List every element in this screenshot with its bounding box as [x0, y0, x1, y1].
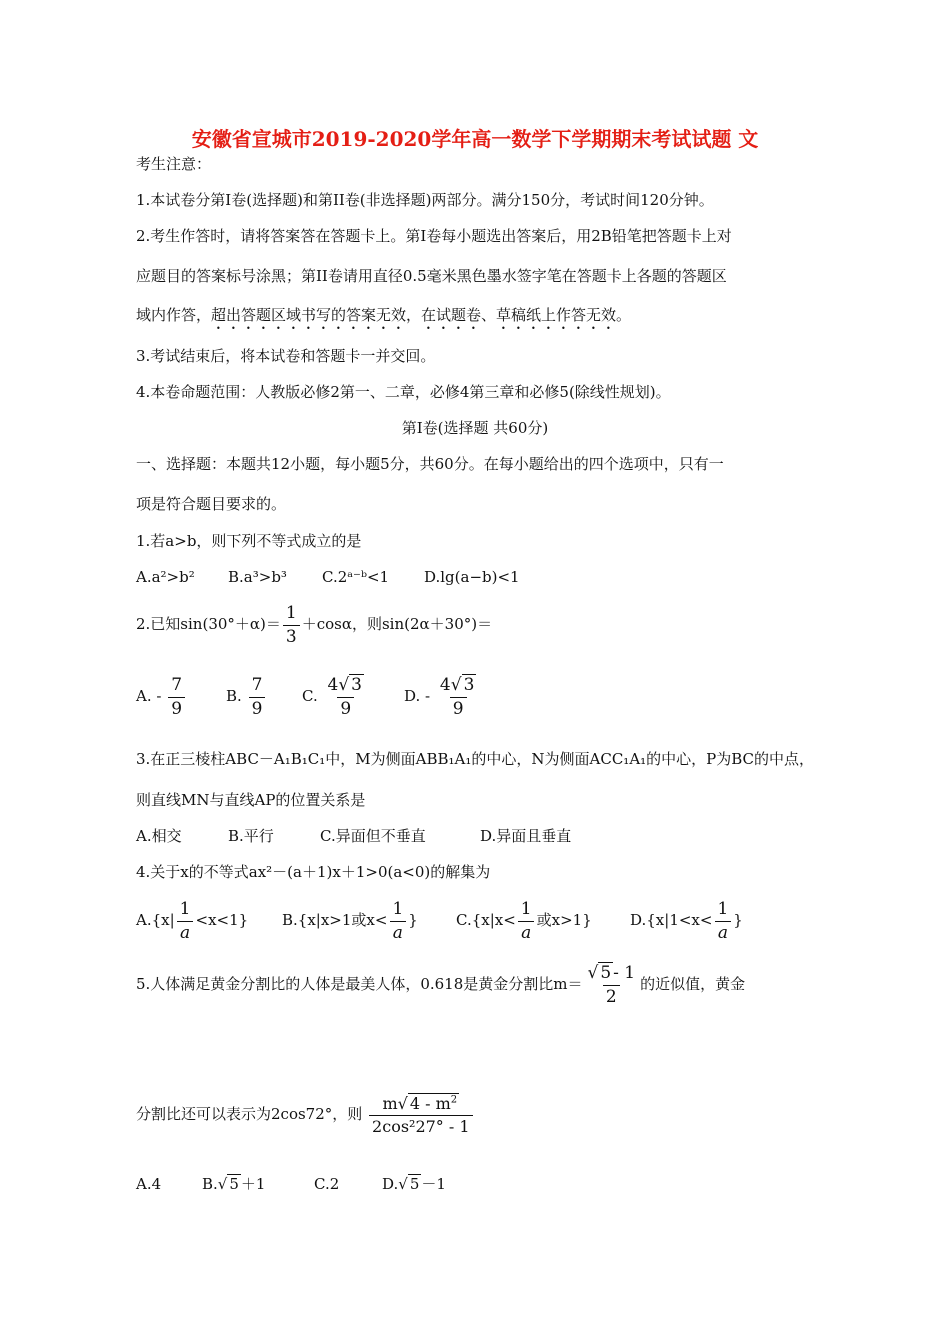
fraction-denominator: 9: [450, 697, 467, 718]
notice-item-2-line-2: 应题目的答案标号涂黑；第II卷请用直径0.5毫米黑色墨水签字笔在答题卡上各题的答题区: [136, 267, 727, 285]
fraction-denominator: 3: [283, 625, 300, 646]
option-tail: －1: [421, 1175, 446, 1193]
fraction-numerator: 4√ 3: [327, 674, 362, 695]
option-text: D.{x|1<x<: [630, 911, 713, 929]
option-label: D.: [382, 1175, 399, 1193]
question-3-option-a: A.相交: [136, 827, 182, 845]
fraction-numerator: 7: [251, 674, 263, 695]
fraction-denominator: a: [177, 921, 193, 942]
option-text: 或x>1}: [536, 911, 592, 929]
question-2-stem-end: ＋cosα，则sin(2α＋30°)＝: [301, 615, 493, 633]
question-5-stem-start: 5.人体满足黄金分割比的人体是最美人体，0.618是黄金分割比m＝: [136, 975, 583, 993]
question-5-option-b: B.√ 5 ＋1: [202, 1175, 266, 1193]
fraction-denominator: 9: [337, 697, 354, 718]
question-3-option-c: C.异面但不垂直: [320, 827, 426, 845]
notice-item-3: 3.考试结束后，将本试卷和答题卡一并交回。: [136, 347, 436, 365]
question-2-stem-start: 2.已知sin(30°＋α)＝: [136, 615, 281, 633]
question-5-option-a: A.4: [136, 1175, 162, 1193]
question-1-option-b: B.a³>b³: [228, 568, 287, 586]
question-5-option-c: C.2: [314, 1175, 340, 1193]
question-1-option-a: A.a²>b²: [136, 568, 195, 586]
numerator-tail: - 1: [613, 962, 636, 983]
variable-m: m: [382, 1093, 398, 1113]
radicand: 5: [409, 1175, 420, 1193]
part1-instructions-line-1: 一、选择题：本题共12小题，每小题5分，共60分。在每小题给出的四个选项中，只有一: [136, 455, 724, 473]
fraction: [249, 674, 266, 719]
expression-numerator: m√ $4 - m^2$: [382, 1093, 458, 1113]
radicand-text: 4 - m: [409, 1093, 451, 1113]
notice-item-2-line-1: 2.考生作答时，请将答案答在答题卡上。第I卷每小题选出答案后，用2B铅笔把答题卡上对: [136, 227, 732, 245]
option-text: A.{x|: [136, 911, 175, 929]
question-5-stem: [136, 962, 745, 1006]
question-5-option-d: D.√ 5 －1: [382, 1175, 446, 1193]
question-2-option-b: [226, 672, 267, 720]
fraction-denominator: 9: [249, 697, 266, 718]
fraction: [389, 898, 406, 943]
option-text: <x<1}: [195, 911, 249, 929]
fraction-denominator: 9: [168, 697, 185, 718]
option-label: B.: [202, 1175, 218, 1193]
option-text: }: [408, 911, 418, 929]
question-3-option-d: D.异面且垂直: [480, 827, 572, 845]
fraction: [177, 898, 194, 943]
question-2-option-d: [404, 672, 481, 720]
fraction: [168, 674, 185, 719]
notice-item-1: 1.本试卷分第I卷(选择题)和第II卷(非选择题)两部分。满分150分，考试时间120分钟。: [136, 191, 714, 209]
option-text: }: [733, 911, 743, 929]
fraction-numerator: 1: [285, 602, 297, 623]
question-1-stem: 1.若a>b，则下列不等式成立的是: [136, 532, 362, 550]
fraction-denominator: a: [518, 921, 534, 942]
fraction-numerator: √ 5 - 1: [587, 962, 636, 983]
notice-item-2-line-3-start: 域内作答，: [136, 306, 212, 324]
question-5-line-2: [136, 1090, 475, 1138]
question-4-option-c: [456, 898, 592, 942]
question-4-option-a: [136, 898, 248, 942]
radicand: $4 - m^2$: [409, 1093, 458, 1113]
fraction-numerator: 1: [179, 898, 191, 919]
coefficient: 4: [439, 674, 451, 695]
question-4-option-d: [630, 898, 743, 942]
notice-heading: 考生注意：: [136, 155, 212, 173]
option-label: A.: [136, 687, 152, 705]
option-label: C.: [302, 687, 318, 705]
fraction-numerator: 1: [392, 898, 404, 919]
fraction-numerator: 1: [520, 898, 532, 919]
fraction-numerator: 7: [171, 674, 183, 695]
question-4-option-b: [282, 898, 418, 942]
radicand: 3: [463, 674, 475, 695]
section-title: 第I卷(选择题 共60分): [401, 419, 549, 437]
question-1-option-c: C.2ᵃ⁻ᵇ<1: [322, 568, 390, 586]
question-5-line-2-text: 分割比还可以表示为2cos72°，则: [136, 1105, 363, 1123]
part1-instructions-line-2: 项是符合题目要求的。: [136, 495, 287, 513]
fraction-numerator: 1: [717, 898, 729, 919]
question-2-stem: [136, 604, 492, 646]
question-2-option-a: [136, 672, 187, 720]
question-5-expression: [369, 1093, 473, 1136]
page-title: 安徽省宣城市2019-2020学年高一数学下学期期末考试试题 文: [191, 127, 759, 151]
option-tail: ＋1: [240, 1175, 266, 1193]
fraction: [518, 898, 535, 943]
minus-sign: -: [425, 687, 431, 705]
notice-item-2-line-3: [136, 305, 631, 333]
fraction-denominator: a: [715, 921, 731, 942]
fraction-one-third: [283, 602, 300, 647]
option-label: B.: [226, 687, 242, 705]
radicand: 3: [351, 674, 362, 695]
question-3-line-1: 3.在正三棱柱ABC－A₁B₁C₁中，M为侧面ABB₁A₁的中心，N为侧面ACC₁A₁的中心，P为BC的中点，: [136, 750, 815, 768]
notice-item-2-line-3-end: 。: [616, 306, 632, 324]
question-2-option-c: [302, 672, 369, 720]
radicand: 5: [229, 1175, 239, 1193]
question-3-line-2: 则直线MN与直线AP的位置关系是: [136, 791, 366, 809]
coefficient: 4: [327, 674, 339, 695]
option-label: D.: [404, 687, 421, 705]
fraction-denominator: 2: [603, 985, 620, 1006]
notice-item-4: 4.本卷命题范围：人教版必修2第一、二章，必修4第三章和必修5(除线性规划)。: [136, 383, 671, 401]
fraction-denominator: a: [390, 921, 406, 942]
radicand: 5: [600, 962, 612, 983]
golden-ratio-fraction: [584, 962, 638, 1007]
expression-denominator: 2cos²27° - 1: [369, 1115, 473, 1135]
minus-sign: -: [156, 687, 162, 705]
question-3-option-b: B.平行: [228, 827, 274, 845]
question-5-stem-end: 的近似值，黄金: [640, 975, 746, 993]
option-text: B.{x|x>1或x<: [282, 911, 388, 929]
question-4-stem: 4.关于x的不等式ax²－(a＋1)x＋1>0(a<0)的解集为: [136, 863, 491, 881]
option-text: C.{x|x<: [456, 911, 516, 929]
question-1-option-d: D.lg(a−b)<1: [424, 568, 520, 586]
emphasized-warning: 超出答题区域书写的答案无效，在试题卷、草稿纸上作答无效: [211, 306, 617, 324]
fraction: [325, 674, 368, 719]
fraction-numerator: 4√ 3: [439, 674, 475, 695]
fraction: [437, 674, 480, 719]
fraction: [714, 898, 731, 943]
